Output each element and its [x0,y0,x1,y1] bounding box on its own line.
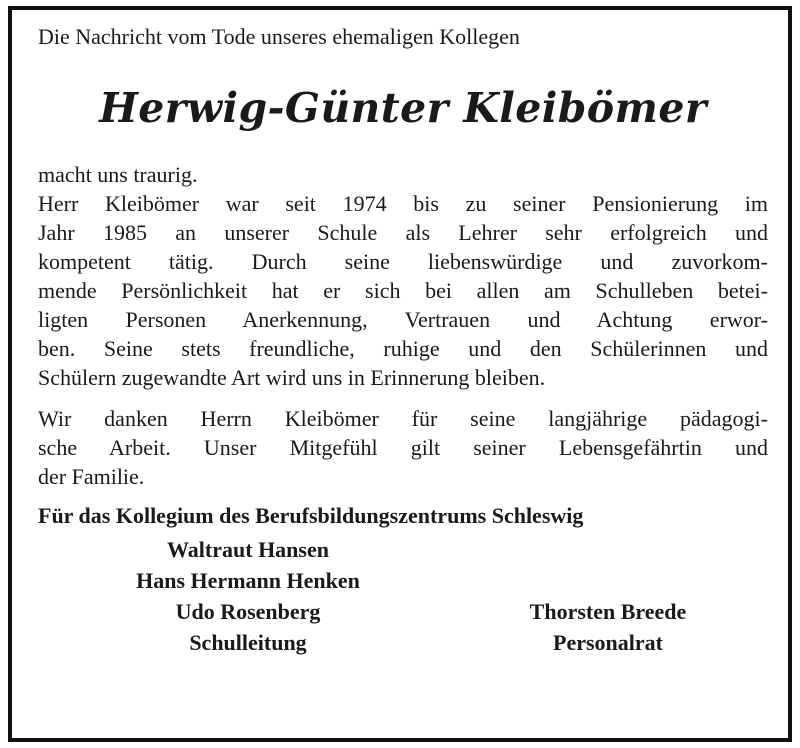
signatures-block [38,534,768,660]
obituary-notice-frame [8,6,792,742]
tribute-line: Schülern zugewandte Art wird uns in Erinnerung bleiben. [38,365,546,390]
condolence-paragraph [38,404,768,491]
school-management-signatures [78,534,418,658]
staff-council-signatures [478,596,738,658]
tribute-line: kompetent tätig. Durch seine liebenswürdige und zuvorkom- [38,249,768,274]
signatory-name: Thorsten Breede [529,599,687,624]
obituary-content [38,22,768,660]
organization-line: Für das Kollegium des Berufsbildungszentrums Schleswig [38,503,584,528]
tribute-line: ligten Personen Anerkennung, Vertrauen und Achtung erwor- [38,307,768,332]
tribute-paragraph [38,160,768,392]
tribute-line: Herr Kleibömer war seit 1974 bis zu seiner Pensionierung im [38,191,768,216]
signatory-role: Personalrat [553,630,663,655]
signatory-name: Hans Hermann Henken [136,568,360,593]
tribute-line: Jahr 1985 an unserer Schule als Lehrer sehr erfolgreich und [38,220,768,245]
signatory-name: Waltraut Hansen [167,537,329,562]
deceased-name: Herwig-Günter Kleibömer [99,84,707,132]
tribute-line: macht uns traurig. [38,162,198,187]
signatory-name: Udo Rosenberg [175,599,321,624]
condolence-line: sche Arbeit. Unser Mitgefühl gilt seiner Lebensgefährtin und [38,435,768,460]
signatory-role: Schulleitung [189,630,307,655]
condolence-line: Wir danken Herrn Kleibömer für seine langjährige pädagogi- [38,406,768,431]
condolence-line: der Familie. [38,464,145,489]
tribute-line: ben. Seine stets freundliche, ruhige und den Schülerinnen und [38,336,768,361]
intro-text: Die Nachricht vom Tode unseres ehemaligen Kollegen [38,24,520,49]
tribute-line: mende Persönlichkeit hat er sich bei allen am Schulleben betei- [38,278,768,303]
